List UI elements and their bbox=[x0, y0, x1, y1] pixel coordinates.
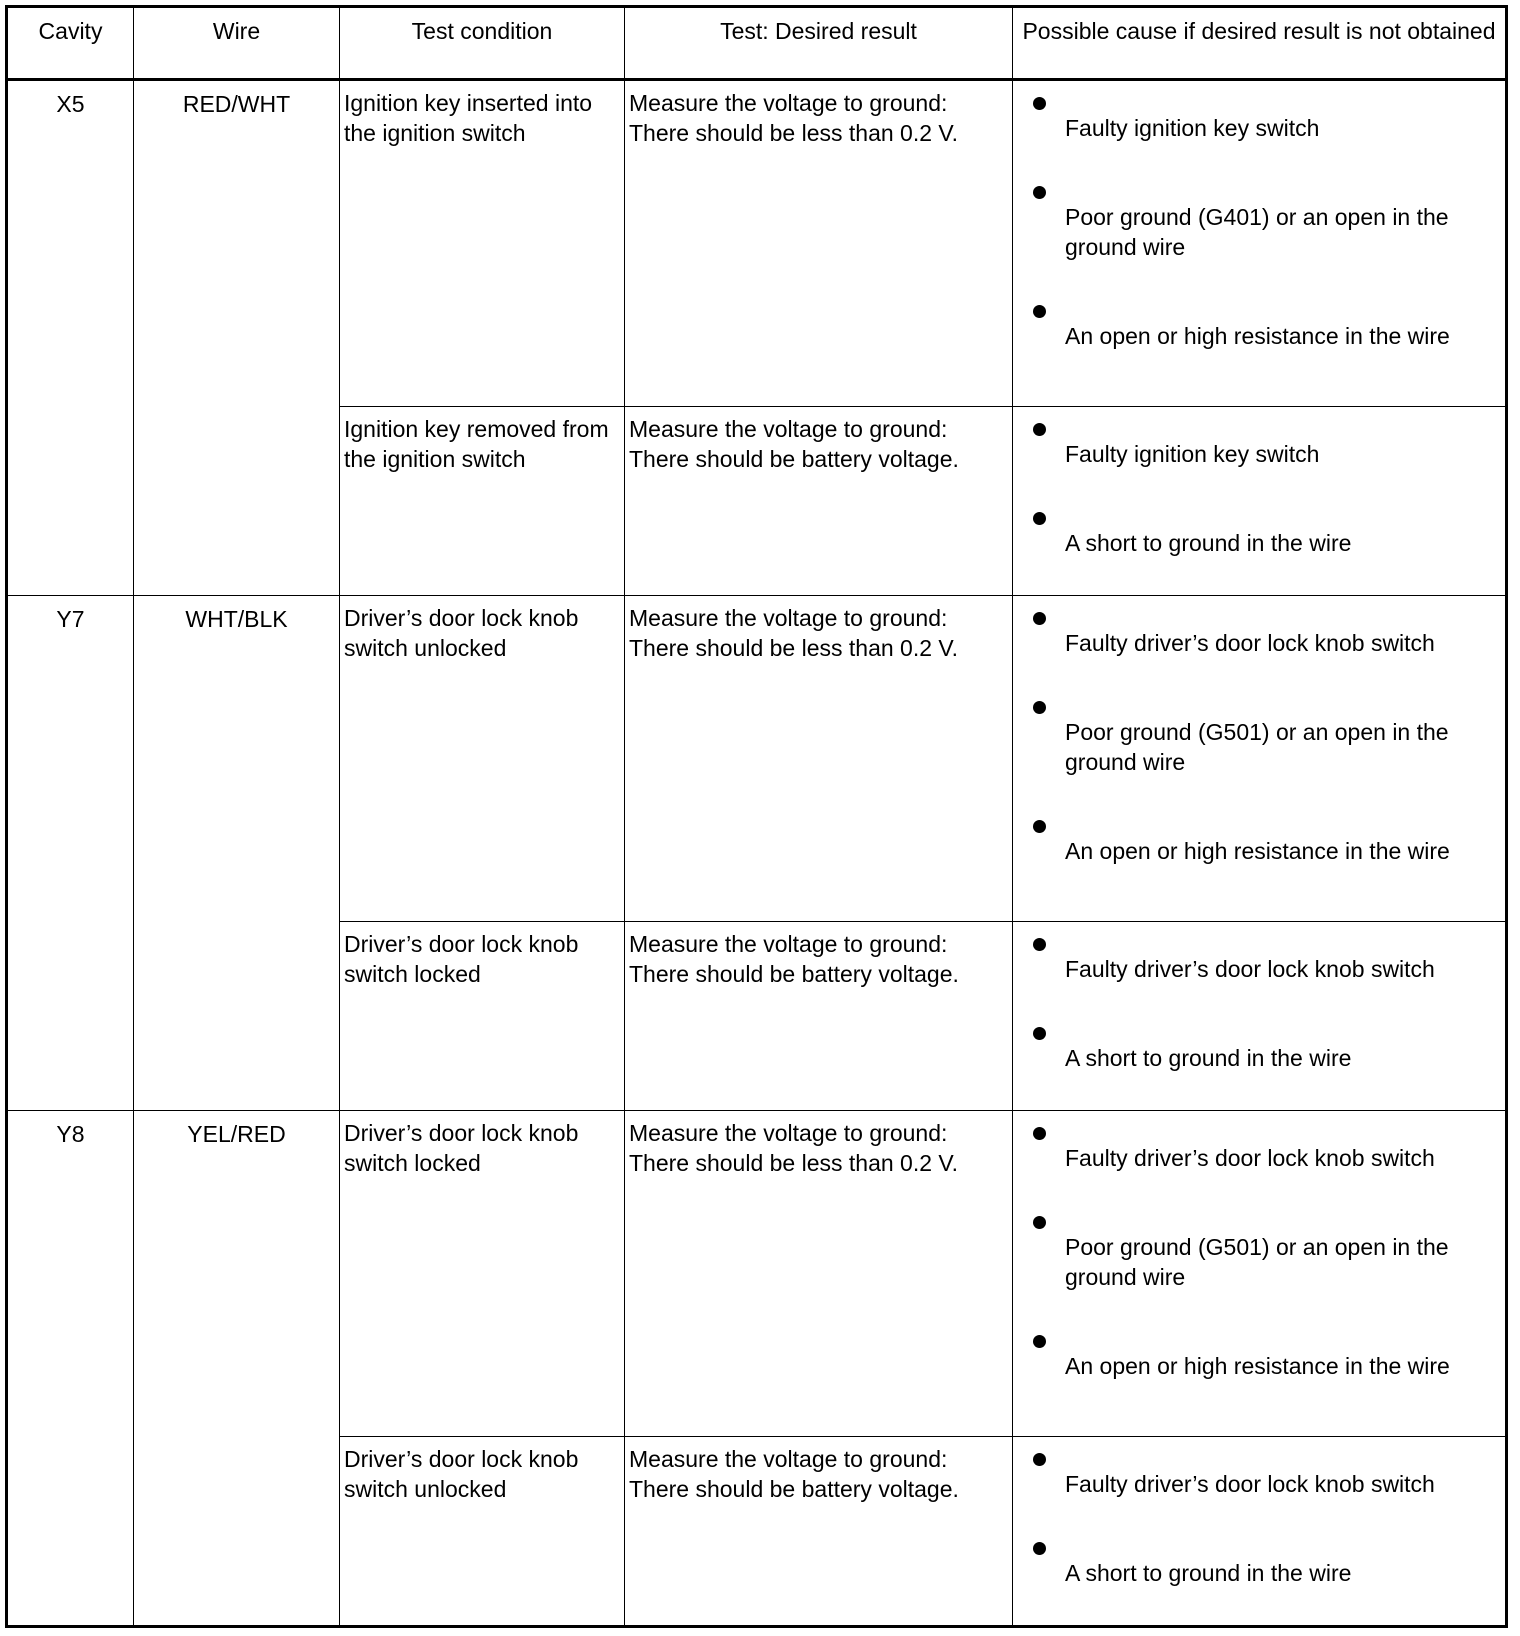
cause-text: Faulty driver’s door lock knob switch bbox=[1065, 1471, 1435, 1497]
bullet-icon bbox=[1033, 305, 1046, 318]
desired-result-cell: Measure the voltage to ground: There should be less than 0.2 V. bbox=[625, 596, 1013, 922]
cause-list bbox=[1013, 1111, 1505, 1381]
header-cavity: Cavity bbox=[7, 7, 134, 80]
bullet-icon bbox=[1033, 938, 1046, 951]
cause-text: Poor ground (G501) or an open in the ground wire bbox=[1065, 1234, 1449, 1290]
cause-list bbox=[1013, 81, 1505, 351]
desired-result-cell: Measure the voltage to ground: There should be less than 0.2 V. bbox=[625, 80, 1013, 407]
cavity-cell: Y7 bbox=[7, 596, 134, 1111]
diagnostic-table bbox=[5, 5, 1508, 1628]
cause-list bbox=[1013, 1437, 1505, 1588]
possible-cause-cell bbox=[1013, 407, 1507, 596]
list-item bbox=[1033, 503, 1497, 558]
list-item bbox=[1033, 414, 1497, 469]
bullet-icon bbox=[1033, 701, 1046, 714]
list-item bbox=[1033, 1018, 1497, 1073]
list-item bbox=[1033, 603, 1497, 658]
cause-text: An open or high resistance in the wire bbox=[1065, 1353, 1450, 1379]
list-item bbox=[1033, 1444, 1497, 1499]
list-item bbox=[1033, 1326, 1497, 1381]
header-wire: Wire bbox=[134, 7, 340, 80]
test-condition-cell: Ignition key inserted into the ignition switch bbox=[340, 80, 625, 407]
cause-list bbox=[1013, 407, 1505, 558]
bullet-icon bbox=[1033, 1335, 1046, 1348]
list-item bbox=[1033, 1533, 1497, 1588]
list-item bbox=[1033, 296, 1497, 351]
table-row bbox=[7, 80, 1507, 407]
test-condition-cell: Ignition key removed from the ignition switch bbox=[340, 407, 625, 596]
list-item bbox=[1033, 88, 1497, 143]
cause-text: Poor ground (G401) or an open in the ground wire bbox=[1065, 204, 1449, 260]
desired-result-cell: Measure the voltage to ground: There should be battery voltage. bbox=[625, 407, 1013, 596]
cause-text: A short to ground in the wire bbox=[1065, 1045, 1352, 1071]
bullet-icon bbox=[1033, 1542, 1046, 1555]
cause-text: Faulty driver’s door lock knob switch bbox=[1065, 956, 1435, 982]
desired-result-cell: Measure the voltage to ground: There should be less than 0.2 V. bbox=[625, 1111, 1013, 1437]
bullet-icon bbox=[1033, 1453, 1046, 1466]
cause-text: An open or high resistance in the wire bbox=[1065, 323, 1450, 349]
list-item bbox=[1033, 1118, 1497, 1173]
bullet-icon bbox=[1033, 1216, 1046, 1229]
list-item bbox=[1033, 811, 1497, 866]
test-condition-cell: Driver’s door lock knob switch unlocked bbox=[340, 596, 625, 922]
cause-text: A short to ground in the wire bbox=[1065, 530, 1352, 556]
cause-text: Poor ground (G501) or an open in the ground wire bbox=[1065, 719, 1449, 775]
test-condition-cell: Driver’s door lock knob switch locked bbox=[340, 1111, 625, 1437]
bullet-icon bbox=[1033, 186, 1046, 199]
table-row bbox=[7, 1111, 1507, 1437]
bullet-icon bbox=[1033, 612, 1046, 625]
bullet-icon bbox=[1033, 1027, 1046, 1040]
wire-cell: YEL/RED bbox=[134, 1111, 340, 1627]
test-condition-cell: Driver’s door lock knob switch unlocked bbox=[340, 1437, 625, 1627]
bullet-icon bbox=[1033, 97, 1046, 110]
cause-text: An open or high resistance in the wire bbox=[1065, 838, 1450, 864]
cavity-cell: X5 bbox=[7, 80, 134, 596]
list-item bbox=[1033, 929, 1497, 984]
possible-cause-cell bbox=[1013, 596, 1507, 922]
list-item bbox=[1033, 692, 1497, 777]
cause-list bbox=[1013, 922, 1505, 1073]
cavity-cell: Y8 bbox=[7, 1111, 134, 1627]
wire-cell: RED/WHT bbox=[134, 80, 340, 596]
cause-text: Faulty ignition key switch bbox=[1065, 441, 1320, 467]
header-row bbox=[7, 7, 1507, 80]
cause-text: Faulty driver’s door lock knob switch bbox=[1065, 1145, 1435, 1171]
list-item bbox=[1033, 1207, 1497, 1292]
desired-result-cell: Measure the voltage to ground: There should be battery voltage. bbox=[625, 1437, 1013, 1627]
header-test-condition: Test condition bbox=[340, 7, 625, 80]
cause-list bbox=[1013, 596, 1505, 866]
possible-cause-cell bbox=[1013, 80, 1507, 407]
list-item bbox=[1033, 177, 1497, 262]
test-condition-cell: Driver’s door lock knob switch locked bbox=[340, 922, 625, 1111]
wire-cell: WHT/BLK bbox=[134, 596, 340, 1111]
possible-cause-cell bbox=[1013, 1437, 1507, 1627]
bullet-icon bbox=[1033, 423, 1046, 436]
header-possible-cause: Possible cause if desired result is not obtained bbox=[1013, 7, 1507, 80]
cause-text: Faulty driver’s door lock knob switch bbox=[1065, 630, 1435, 656]
table-row bbox=[7, 596, 1507, 922]
bullet-icon bbox=[1033, 1127, 1046, 1140]
possible-cause-cell bbox=[1013, 1111, 1507, 1437]
bullet-icon bbox=[1033, 820, 1046, 833]
cause-text: Faulty ignition key switch bbox=[1065, 115, 1320, 141]
bullet-icon bbox=[1033, 512, 1046, 525]
possible-cause-cell bbox=[1013, 922, 1507, 1111]
desired-result-cell: Measure the voltage to ground: There should be battery voltage. bbox=[625, 922, 1013, 1111]
header-desired-result: Test: Desired result bbox=[625, 7, 1013, 80]
cause-text: A short to ground in the wire bbox=[1065, 1560, 1352, 1586]
